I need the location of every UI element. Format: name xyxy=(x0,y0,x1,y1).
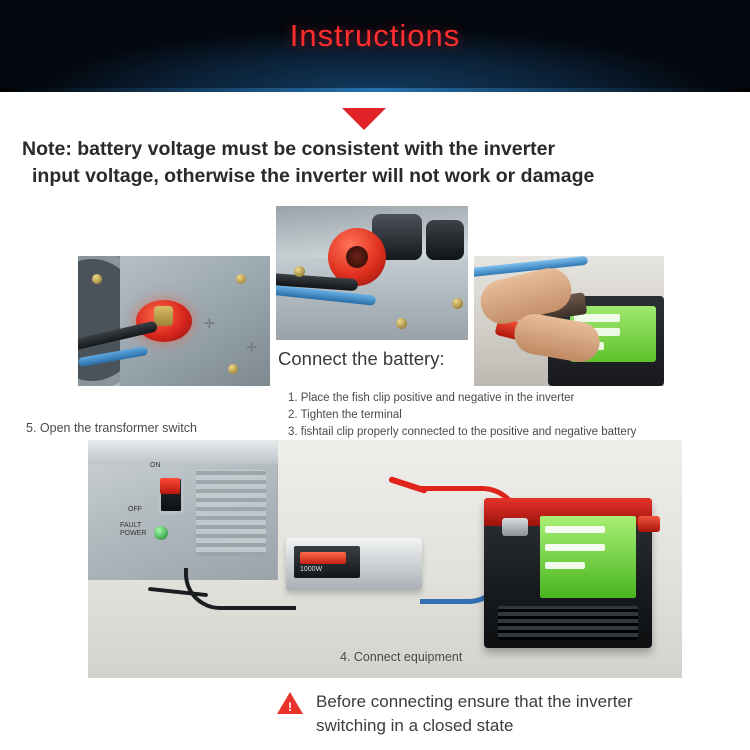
cross-mark-icon: ✛ xyxy=(204,316,215,331)
inverter-red-strip xyxy=(300,552,346,564)
caption-step-4: 4. Connect equipment xyxy=(340,650,463,664)
screw-icon xyxy=(452,298,463,309)
connect-battery-heading: Connect the battery: xyxy=(278,348,445,369)
black-wire xyxy=(184,568,296,610)
note-line-1: Note: battery voltage must be consistent with the inverter xyxy=(22,138,556,160)
screw-icon xyxy=(236,274,246,284)
note-line-2: input voltage, otherwise the inverter will not work or damage xyxy=(32,165,595,187)
battery-terminal-positive-clip xyxy=(638,516,660,532)
rocker-switch-red-face[interactable] xyxy=(160,478,180,494)
down-arrow-icon xyxy=(342,108,386,130)
inverter-model-label: 1000W xyxy=(300,566,323,573)
battery-device xyxy=(484,498,652,648)
red-wire xyxy=(388,476,428,494)
photo-inverter-terminal xyxy=(78,256,270,386)
photo-hands-clamping-battery xyxy=(474,256,664,386)
screw-icon xyxy=(294,266,305,277)
battery-terminal-negative xyxy=(502,518,528,536)
label-line xyxy=(545,544,605,551)
vent-grill xyxy=(196,470,266,556)
label-line xyxy=(574,314,620,322)
header-banner xyxy=(0,0,750,92)
brass-post xyxy=(154,306,173,326)
page-title: Instructions xyxy=(289,18,461,53)
footer-line-2: switching in a closed state xyxy=(316,716,514,735)
battery-label xyxy=(540,516,636,598)
photo-connectors xyxy=(276,206,468,340)
label-line xyxy=(545,562,585,569)
list-item: 1. Place the fish clip positive and negative in the inverter xyxy=(288,392,575,404)
photo-full-setup xyxy=(88,440,682,678)
fault-power-labels xyxy=(120,522,146,538)
label-line xyxy=(545,526,605,533)
warning-exclamation: ! xyxy=(288,700,292,714)
cross-mark-icon: ✛ xyxy=(246,340,257,355)
screw-icon xyxy=(92,274,102,284)
connector-hole xyxy=(346,246,368,268)
black-connector-cap xyxy=(426,220,464,260)
note-block xyxy=(22,136,734,190)
switch-off-label: OFF xyxy=(128,506,142,513)
screw-icon xyxy=(228,364,238,374)
footer-line-1: Before connecting ensure that the inverter xyxy=(316,692,633,711)
inset-switch-panel xyxy=(88,440,278,580)
list-item: 3. fishtail clip properly connected to the positive and negative battery xyxy=(288,426,637,438)
power-led xyxy=(154,526,168,540)
power-label: POWER xyxy=(120,530,147,537)
screw-icon xyxy=(396,318,407,329)
panel-top-bar xyxy=(88,440,278,464)
inverter-front-panel xyxy=(294,546,360,578)
connect-battery-steps xyxy=(288,390,740,441)
inverter-device xyxy=(286,538,422,590)
switch-on-label: ON xyxy=(150,462,161,469)
battery-grill xyxy=(498,606,638,640)
footer-warning-text xyxy=(316,690,726,738)
list-item: 2. Tighten the terminal xyxy=(288,409,402,421)
caption-step-5: 5. Open the transformer switch xyxy=(26,421,197,435)
fault-label: FAULT xyxy=(120,522,142,529)
